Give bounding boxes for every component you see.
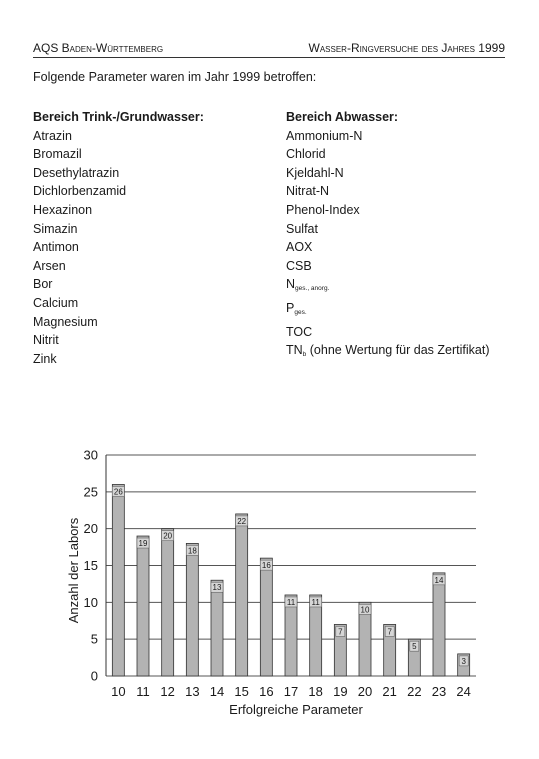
x-tick-label: 18 — [308, 684, 323, 699]
data-label: 26 — [113, 487, 123, 497]
y-tick-label: 15 — [83, 558, 98, 573]
data-label: 16 — [261, 561, 271, 571]
data-label: 7 — [338, 627, 343, 637]
list-item: Zink — [33, 351, 57, 366]
header-left: AQS Baden-Württemberg — [33, 41, 164, 55]
bar-chart — [0, 440, 539, 740]
list-item: Chlorid — [286, 147, 326, 162]
x-tick-label: 19 — [333, 684, 348, 699]
y-tick-label: 10 — [83, 594, 98, 610]
list-item: Antimon — [33, 240, 79, 255]
bar — [433, 573, 445, 676]
list-item: Calcium — [33, 295, 79, 310]
x-tick-label: 24 — [456, 684, 471, 699]
list-item: Arsen — [33, 258, 66, 273]
x-tick-label: 23 — [431, 684, 447, 699]
data-label: 20 — [163, 531, 173, 541]
list-item: Ammonium-N — [286, 128, 363, 143]
x-tick-label: 12 — [160, 684, 175, 699]
x-axis-title: Erfolgreiche Parameter — [229, 702, 363, 717]
bar — [112, 484, 124, 676]
x-tick-label: 22 — [407, 684, 422, 699]
list-item: Phenol-Index — [286, 202, 360, 217]
data-label: 11 — [286, 597, 296, 607]
data-label: 22 — [237, 516, 247, 526]
list-item: Nitrit — [33, 333, 59, 348]
bar — [236, 514, 248, 676]
data-label: 10 — [360, 605, 370, 615]
trinkwasser-list — [33, 127, 204, 369]
abwasser-title: Bereich Abwasser: — [286, 110, 399, 124]
trinkwasser-section — [33, 108, 204, 368]
abwasser-section — [286, 108, 489, 365]
x-tick-label: 10 — [111, 684, 126, 699]
data-label: 18 — [187, 546, 197, 556]
x-tick-label: 14 — [209, 684, 225, 699]
data-label: 3 — [461, 656, 466, 666]
list-item: Bor — [33, 277, 53, 292]
y-axis-title: Anzahl der Labors — [66, 517, 81, 624]
list-item: Sulfat — [286, 221, 318, 236]
data-label: 5 — [412, 642, 417, 652]
list-item: TOC — [286, 324, 313, 339]
abwasser-list — [286, 127, 489, 276]
data-label: 19 — [138, 539, 148, 549]
list-item: $N_{ges., anorg.}$ — [286, 277, 330, 293]
list-item: Kjeldahl-N — [286, 165, 344, 180]
list-item: Simazin — [33, 221, 78, 236]
data-label: 13 — [212, 583, 222, 593]
list-item: CSB — [286, 258, 312, 273]
y-tick-label: 5 — [90, 631, 98, 647]
x-tick-label: 20 — [357, 684, 373, 699]
data-label: 14 — [434, 575, 444, 585]
list-item: $P_{ges.}$ — [286, 300, 307, 316]
header-rule — [33, 57, 505, 58]
x-tick-label: 13 — [185, 684, 200, 699]
bar — [260, 558, 272, 676]
list-item: AOX — [286, 240, 313, 255]
y-tick-label: 30 — [83, 447, 98, 463]
y-tick-label: 0 — [90, 668, 98, 684]
x-tick-label: 16 — [259, 684, 274, 699]
x-tick-label: 15 — [234, 684, 249, 699]
list-item: $TN_b$ (ohne Wertung für das Zertifikat) — [286, 343, 490, 359]
list-item: Magnesium — [33, 314, 98, 329]
list-item: Nitrat-N — [286, 184, 330, 199]
header-right: Wasser-Ringversuche des Jahres 1999 — [308, 41, 505, 55]
y-tick-label: 20 — [83, 521, 98, 537]
list-item: Dichlorbenzamid — [33, 184, 127, 199]
data-label: 7 — [387, 627, 392, 637]
data-label: 11 — [311, 597, 320, 607]
x-tick-label: 11 — [136, 684, 150, 699]
list-item: Atrazin — [33, 128, 72, 143]
page-header — [33, 41, 505, 59]
list-item: Desethylatrazin — [33, 165, 120, 180]
x-tick-label: 17 — [283, 684, 299, 699]
intro-text: Folgende Parameter waren im Jahr 1999 betroffen: — [33, 70, 317, 84]
bar — [186, 543, 198, 676]
bar — [137, 536, 149, 676]
x-tick-label: 21 — [382, 684, 397, 699]
bar — [162, 529, 174, 676]
abwasser-list-special — [286, 275, 489, 364]
list-item: Hexazinon — [33, 202, 93, 217]
bar — [211, 580, 223, 676]
y-tick-label: 25 — [83, 484, 98, 500]
trinkwasser-title: Bereich Trink-/Grundwasser: — [33, 110, 204, 124]
list-item: Bromazil — [33, 147, 82, 162]
